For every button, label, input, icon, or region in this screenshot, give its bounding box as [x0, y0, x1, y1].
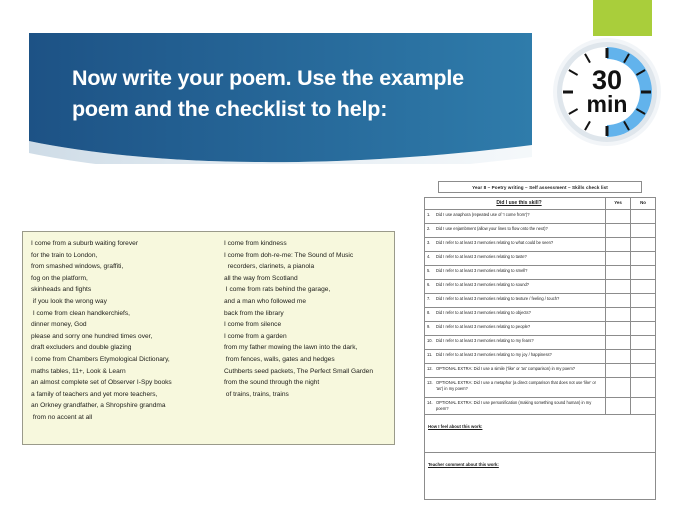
teacher-comment-block[interactable] [424, 453, 656, 500]
timer-value: 30 [591, 65, 623, 96]
poem-line: from no accent at all [31, 413, 93, 421]
checklist-row [425, 266, 655, 280]
row-no-cell[interactable] [630, 238, 655, 251]
row-number: 13. [427, 380, 433, 386]
poem-line: for the train to London, [31, 251, 98, 259]
row-question: Did I use enjambment (allow your lines to flow onto the next)? [436, 226, 548, 232]
row-no-cell[interactable] [630, 266, 655, 279]
row-no-cell[interactable] [630, 398, 655, 414]
checklist-table [424, 197, 656, 415]
checklist-row [425, 280, 655, 294]
row-number: 10. [427, 338, 433, 344]
poem-column-left [23, 232, 220, 444]
row-question: Did I refer to at least 3 memories relating to people? [436, 324, 531, 330]
row-yes-cell[interactable] [605, 336, 630, 349]
self-comment-block[interactable] [424, 415, 656, 453]
row-question: Did I refer to at least 3 memories relating to what could be seen? [436, 240, 554, 246]
checklist-header-row [425, 198, 655, 210]
row-no-cell[interactable] [630, 378, 655, 397]
row-question: Did I refer to at least 3 memories relating to my fears? [436, 338, 534, 344]
checklist-row [425, 364, 655, 378]
self-comment-label: How I feel about this work: [428, 424, 483, 430]
poem-line: a family of teachers and yet more teachers, [31, 390, 158, 398]
row-no-cell[interactable] [630, 280, 655, 293]
row-yes-cell[interactable] [605, 252, 630, 265]
row-no-cell[interactable] [630, 322, 655, 335]
row-number: 3. [427, 240, 431, 246]
checklist-title: Year 8 – Poetry writing – Self assessment – Skills check list [438, 181, 642, 193]
row-yes-cell[interactable] [605, 322, 630, 335]
checklist-row [425, 294, 655, 308]
checklist-row [425, 210, 655, 224]
row-number: 9. [427, 324, 431, 330]
row-yes-cell[interactable] [605, 266, 630, 279]
row-yes-cell[interactable] [605, 224, 630, 237]
header-yes: Yes [605, 198, 630, 209]
poem-line: I come from clean handkerchiefs, [31, 309, 130, 317]
row-no-cell[interactable] [630, 294, 655, 307]
poem-line: draft excluders and double glazing [31, 344, 132, 352]
poem-line: all the way from Scotland [223, 274, 298, 282]
row-number: 5. [427, 268, 431, 274]
checklist-row [425, 252, 655, 266]
row-yes-cell[interactable] [605, 280, 630, 293]
row-number: 1. [427, 212, 431, 218]
row-yes-cell[interactable] [605, 294, 630, 307]
row-question: OPTIONAL EXTRA: Did I use a metaphor (a direct comparison that does not use 'like' or 'as') in my poem? [436, 380, 596, 392]
row-no-cell[interactable] [630, 224, 655, 237]
row-number: 4. [427, 254, 431, 260]
row-no-cell[interactable] [630, 210, 655, 223]
poem-column-right [220, 232, 394, 444]
row-question: Did I use anaphora (repeated use of 'I come from')? [436, 212, 530, 218]
poem-line: I come from kindness [223, 240, 287, 247]
row-number: 2. [427, 226, 431, 232]
row-number: 12. [427, 366, 433, 372]
checklist-row [425, 322, 655, 336]
poem-line: skinheads and fights [31, 286, 92, 294]
skills-checklist-sheet [424, 181, 656, 510]
poem-line: back from the library [223, 309, 284, 317]
poem-line: I come from a suburb waiting forever [31, 240, 139, 247]
row-yes-cell[interactable] [605, 210, 630, 223]
poem-line: from fences, walls, gates and hedges [223, 355, 335, 363]
poem-line: from the sound through the night [223, 379, 320, 387]
row-yes-cell[interactable] [605, 378, 630, 397]
row-no-cell[interactable] [630, 336, 655, 349]
row-question: Did I refer to at least 3 memories relating to objects? [436, 310, 531, 316]
checklist-row [425, 350, 655, 364]
poem-line: fog on the platform, [31, 274, 88, 282]
row-question: OPTIONAL EXTRA: Did I use a simile ('like' or 'as' comparison) in my poem? [436, 366, 576, 372]
timer-unit: min [586, 90, 628, 117]
poem-line: I come from a garden [223, 332, 287, 340]
header-question: Did I use this skill? [496, 200, 542, 206]
row-question: OPTIONAL EXTRA: Did I use personification (making something sound human) in my poem? [436, 400, 592, 412]
poem-line: recorders, clarinets, a pianola [223, 263, 315, 271]
poem-line: I come from Chambers Etymological Dictionary, [31, 355, 170, 363]
poem-line: I come from doh-re-me: The Sound of Music [223, 251, 354, 259]
checklist-row [425, 224, 655, 238]
poem-line: dinner money, God [31, 321, 87, 329]
checklist-row [425, 308, 655, 322]
row-number: 11. [427, 352, 433, 358]
poem-line: I come from silence [223, 321, 282, 329]
example-poem-box [22, 231, 395, 445]
row-no-cell[interactable] [630, 364, 655, 377]
checklist-row [425, 238, 655, 252]
poem-line: if you look the wrong way [31, 297, 107, 305]
poem-line: and a man who followed me [223, 297, 307, 305]
row-question: Did I refer to at least 3 memories relating to taste? [436, 254, 527, 260]
poem-line: Cuthberts seed packets, The Perfect Small Garden [223, 367, 373, 375]
poem-line: an almost complete set of Observer I-Spy books [31, 379, 172, 387]
teacher-comment-label: Teacher comment about this work: [428, 462, 499, 468]
row-yes-cell[interactable] [605, 350, 630, 363]
stopwatch-face [551, 36, 663, 148]
poem-line: please and sorry one hundred times over, [31, 332, 153, 340]
poem-line: of trains, trains, trains [223, 390, 289, 398]
header-no: No [630, 198, 655, 209]
slide-title: Now write your poem. Use the example poem and the checklist to help: [72, 66, 464, 121]
row-question: Did I refer to at least 3 memories relating to my joy / happiness? [436, 352, 552, 358]
row-yes-cell[interactable] [605, 308, 630, 321]
checklist-row [425, 336, 655, 350]
row-question: Did I refer to at least 3 memories relating to sound? [436, 282, 530, 288]
row-question: Did I refer to at least 3 memories relating to smell? [436, 268, 528, 274]
row-no-cell[interactable] [630, 252, 655, 265]
checklist-row [425, 398, 655, 415]
row-yes-cell[interactable] [605, 238, 630, 251]
checklist-row [425, 378, 655, 398]
title-banner [29, 33, 532, 164]
row-no-cell[interactable] [630, 350, 655, 363]
row-no-cell[interactable] [630, 308, 655, 321]
row-yes-cell[interactable] [605, 364, 630, 377]
poem-line: an Orkney grandfather, a Shropshire grandma [31, 402, 166, 410]
poem-line: maths tables, 11+, Look & Learn [31, 367, 126, 375]
row-yes-cell[interactable] [605, 398, 630, 414]
poem-line: from smashed windows, graffiti, [31, 263, 124, 271]
poem-line: from my father mowing the lawn into the dark, [223, 344, 358, 352]
green-accent-block [593, 0, 652, 36]
stopwatch-icon [551, 36, 663, 148]
row-number: 14. [427, 400, 433, 406]
row-number: 7. [427, 296, 431, 302]
row-number: 8. [427, 310, 431, 316]
row-question: Did I refer to at least 3 memories relating to texture / feeling / touch? [436, 296, 560, 302]
row-number: 6. [427, 282, 431, 288]
poem-line: I come from rats behind the garage, [223, 286, 331, 294]
